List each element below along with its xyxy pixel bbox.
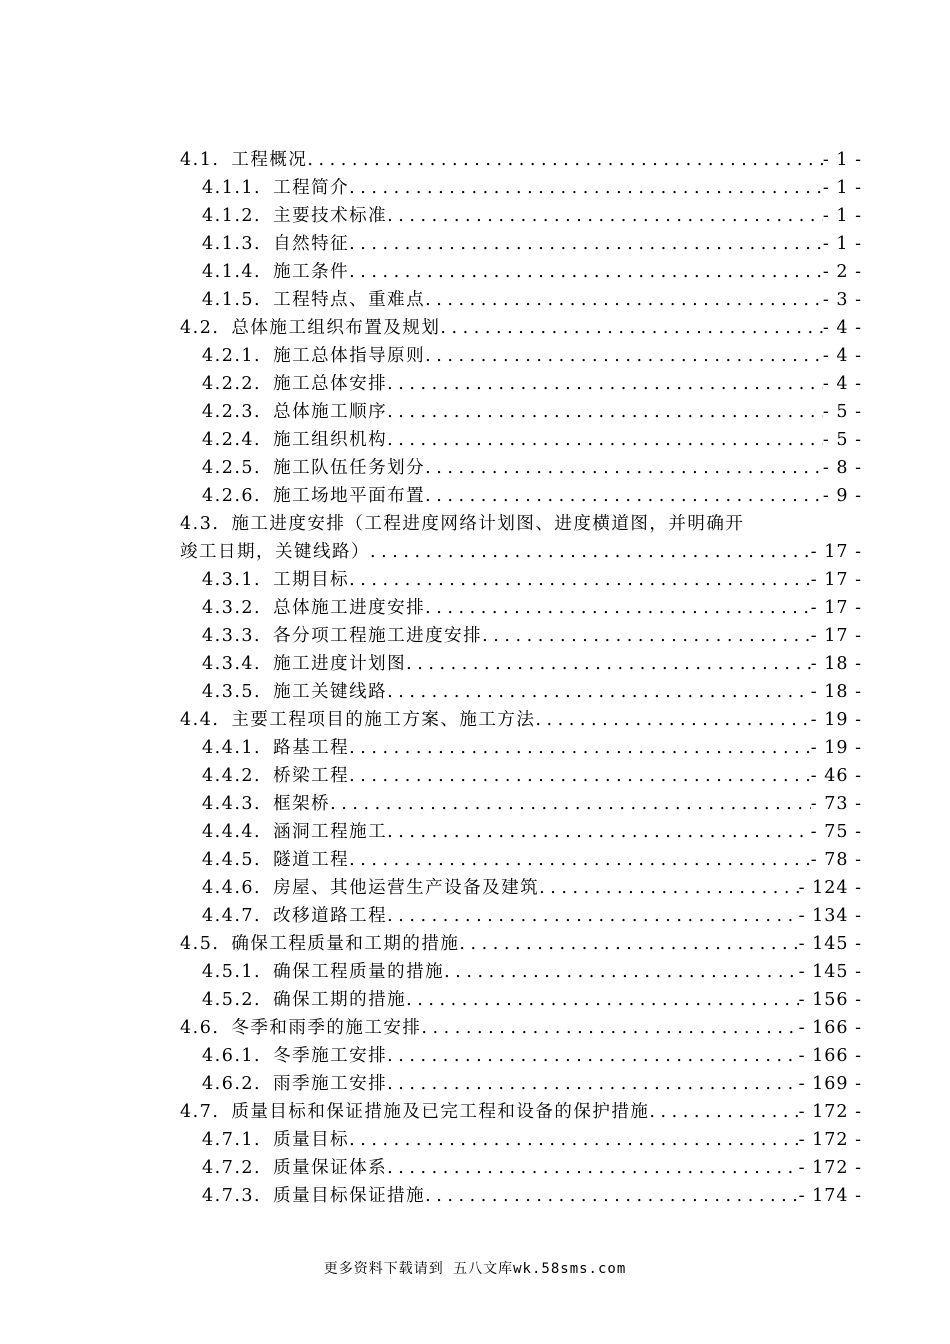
toc-entry-title: 施工队伍任务划分 [273,458,426,478]
toc-entry-title: 施工总体指导原则 [273,346,426,366]
toc-entry[interactable] [180,958,862,986]
toc-entry-number: 4.3.5. [202,682,262,702]
toc-entry[interactable] [180,874,862,902]
toc-entry-title: 涵洞工程施工 [273,822,388,842]
toc-entry-page: - 174 - [798,1186,862,1206]
toc-entry-leader [387,398,823,426]
toc-entry[interactable] [180,734,862,762]
table-of-contents [180,146,862,1210]
toc-entry-number: 4.1.1. [202,178,262,198]
toc-entry-number: 4.6.2. [202,1074,262,1094]
toc-entry-number: 4.2.4. [202,430,262,450]
toc-entry-page: - 1 - [822,150,862,170]
toc-entry[interactable] [180,762,862,790]
toc-entry-page: - 75 - [810,822,862,842]
toc-entry-leader [349,230,823,258]
toc-entry-page: - 1 - [822,178,862,198]
toc-entry-title: 主要技术标准 [273,206,388,226]
toc-entry-page: - 1 - [822,234,862,254]
toc-entry-leader [307,146,823,174]
toc-entry-page: - 4 - [822,346,862,366]
toc-entry[interactable] [180,202,862,230]
toc-entry-title: 桥梁工程 [273,766,350,786]
toc-entry-leader [387,1154,799,1182]
toc-entry-title: 质量保证体系 [273,1158,388,1178]
toc-entry-leader [387,818,811,846]
toc-entry[interactable] [180,622,862,650]
toc-entry-title: 主要工程项目的施工方案、施工方法 [231,710,536,730]
toc-entry-page: - 172 - [798,1158,862,1178]
toc-entry-title: 施工条件 [273,262,350,282]
toc-entry-leader [349,762,811,790]
toc-entry-page: - 8 - [822,458,862,478]
toc-entry[interactable] [180,314,862,342]
toc-entry-leader [539,874,799,902]
toc-entry-leader [349,174,823,202]
toc-entry-title: 各分项工程施工进度安排 [273,626,483,646]
toc-entry-title: 施工总体安排 [273,374,388,394]
toc-entry-number: 4.7. [180,1102,220,1122]
toc-entry-leader [349,1126,799,1154]
toc-entry-leader [349,566,811,594]
toc-entry-title: 改移道路工程 [273,906,388,926]
toc-entry-leader [425,454,823,482]
toc-entry-page: - 134 - [798,906,862,926]
toc-entry-title: 施工场地平面布置 [273,486,426,506]
toc-entry-number: 4.2.2. [202,374,262,394]
toc-entry[interactable] [180,426,862,454]
toc-entry-number: 4.7.2. [202,1158,262,1178]
toc-entry-number: 4.1.2. [202,206,262,226]
toc-entry[interactable] [180,1126,862,1154]
toc-entry-page: - 5 - [822,402,862,422]
toc-entry[interactable] [180,370,862,398]
toc-entry[interactable] [180,930,862,958]
toc-entry-title: 施工组织机构 [273,430,388,450]
toc-entry-number: 4.3.4. [202,654,262,674]
toc-entry-title: 总体施工顺序 [273,402,388,422]
toc-entry-leader [387,426,823,454]
toc-entry-title: 工程特点、重难点 [273,290,426,310]
toc-entry[interactable] [180,1154,862,1182]
toc-entry-title: 冬季和雨季的施工安排 [231,1018,422,1038]
toc-entry-page: - 46 - [810,766,862,786]
toc-entry-title-continued: 竣工日期，关键线路） [180,542,370,562]
toc-entry-number: 4.1. [180,150,220,170]
toc-entry-number: 4.4. [180,710,220,730]
toc-entry-page: - 3 - [822,290,862,310]
toc-entry-page: - 156 - [798,990,862,1010]
toc-entry-title: 冬季施工安排 [273,1046,388,1066]
toc-entry-leader [421,1014,798,1042]
toc-entry-number: 4.3.3. [202,626,262,646]
toc-entry-page: - 124 - [798,878,862,898]
toc-entry-number: 4.2.1. [202,346,262,366]
toc-entry[interactable] [180,1182,862,1210]
toc-entry-page: - 19 - [810,710,862,730]
toc-entry-number: 4.4.6. [202,878,262,898]
toc-entry-leader [649,1098,798,1126]
toc-entry-page: - 73 - [810,794,862,814]
toc-entry-leader [370,538,811,566]
toc-entry-number: 4.2.3. [202,402,262,422]
toc-entry-page: - 17 - [810,542,862,562]
toc-entry-leader [387,1070,799,1098]
toc-entry-leader [349,734,811,762]
toc-entry-title: 隧道工程 [273,850,350,870]
toc-entry[interactable] [180,398,862,426]
toc-entry-page: - 9 - [822,486,862,506]
toc-entry-page: - 19 - [810,738,862,758]
toc-entry-number: 4.2. [180,318,220,338]
toc-entry-title: 总体施工组织布置及规划 [231,318,441,338]
toc-entry-leader [535,706,810,734]
toc-entry-leader [425,286,823,314]
toc-entry-leader [387,1042,799,1070]
toc-entry[interactable] [180,286,862,314]
toc-entry-title: 工程简介 [273,178,350,198]
toc-entry-leader [425,342,823,370]
toc-entry-number: 4.1.5. [202,290,262,310]
toc-entry-leader [440,314,823,342]
toc-entry-leader [330,790,811,818]
toc-entry-number: 4.5.2. [202,990,262,1010]
toc-entry-page: - 145 - [798,934,862,954]
toc-entry-leader [406,986,799,1014]
toc-entry-title: 雨季施工安排 [273,1074,388,1094]
toc-entry-page: - 172 - [798,1102,862,1122]
toc-entry[interactable] [180,1014,862,1042]
toc-entry-page: - 4 - [822,318,862,338]
toc-entry[interactable] [180,146,862,174]
toc-entry-page: - 17 - [810,626,862,646]
toc-entry-title: 自然特征 [273,234,350,254]
toc-entry[interactable] [180,342,862,370]
toc-entry[interactable] [180,482,862,510]
toc-entry-leader [387,902,799,930]
toc-entry-title: 房屋、其他运营生产设备及建筑 [273,878,540,898]
toc-entry[interactable] [180,1070,862,1098]
toc-entry-title: 施工关键线路 [273,682,388,702]
toc-entry-line [180,510,862,538]
toc-entry[interactable] [180,986,862,1014]
toc-entry-leader [425,594,811,622]
toc-entry-page: - 172 - [798,1130,862,1150]
toc-entry-page: - 5 - [822,430,862,450]
toc-entry-number: 4.4.5. [202,850,262,870]
toc-entry-title: 路基工程 [273,738,350,758]
toc-entry[interactable] [180,594,862,622]
toc-entry-page: - 4 - [822,374,862,394]
toc-entry-number: 4.4.3. [202,794,262,814]
toc-entry-number: 4.3. [180,514,220,534]
toc-entry-page: - 17 - [810,570,862,590]
toc-entry-number: 4.5.1. [202,962,262,982]
toc-entry[interactable] [180,818,862,846]
toc-entry-leader [387,370,823,398]
toc-entry-title: 质量目标 [273,1130,350,1150]
toc-entry-page: - 18 - [810,682,862,702]
toc-entry[interactable] [180,1042,862,1070]
toc-entry-number: 4.4.7. [202,906,262,926]
toc-entry[interactable] [180,454,862,482]
toc-entry-title: 施工进度计划图 [273,654,407,674]
toc-entry-number: 4.1.3. [202,234,262,254]
toc-entry[interactable] [180,902,862,930]
toc-entry-leader [349,258,823,286]
toc-entry-page: - 78 - [810,850,862,870]
toc-entry-leader [387,678,811,706]
toc-entry-number: 4.7.3. [202,1186,262,1206]
toc-entry-page: - 166 - [798,1018,862,1038]
toc-entry-title: 确保工期的措施 [273,990,407,1010]
toc-entry-leader [349,846,811,874]
toc-entry-title: 确保工程质量和工期的措施 [231,934,460,954]
toc-entry-number: 4.2.5. [202,458,262,478]
toc-entry-page: - 17 - [810,598,862,618]
toc-entry-page: - 169 - [798,1074,862,1094]
toc-entry-number: 4.4.1. [202,738,262,758]
toc-entry-title: 质量目标和保证措施及已完工程和设备的保护措施 [231,1102,650,1122]
toc-entry-number: 4.7.1. [202,1130,262,1150]
toc-entry-title: 总体施工进度安排 [273,598,426,618]
toc-entry-page: - 145 - [798,962,862,982]
toc-entry-leader [387,202,823,230]
toc-entry-title: 确保工程质量的措施 [273,962,445,982]
toc-entry-title: 工程概况 [231,150,308,170]
toc-entry-number: 4.3.1. [202,570,262,590]
toc-entry-page: - 2 - [822,262,862,282]
toc-entry[interactable] [180,790,862,818]
toc-entry[interactable] [180,230,862,258]
toc-entry-number: 4.6. [180,1018,220,1038]
toc-entry-leader [406,650,811,678]
toc-entry[interactable] [180,678,862,706]
toc-entry-leader [425,482,823,510]
toc-entry-title: 质量目标保证措施 [273,1186,426,1206]
toc-entry-number: 4.5. [180,934,220,954]
toc-entry-page: - 166 - [798,1046,862,1066]
page-footer: 更多资料下载请到 五八文库wk.58sms.com [323,1261,627,1277]
toc-entry-number: 4.4.4. [202,822,262,842]
toc-entry[interactable] [180,510,862,566]
toc-entry-line [180,538,862,566]
toc-entry[interactable] [180,650,862,678]
toc-entry-leader [482,622,811,650]
toc-entry[interactable] [180,1098,862,1126]
toc-entry-leader [444,958,799,986]
toc-entry-title: 施工进度安排（工程进度网络计划图、进度横道图，并明确开 [231,514,745,534]
toc-entry-number: 4.3.2. [202,598,262,618]
toc-entry-page: - 1 - [822,206,862,226]
toc-entry[interactable] [180,258,862,286]
toc-entry-page: - 18 - [810,654,862,674]
toc-entry[interactable] [180,706,862,734]
toc-entry-number: 4.2.6. [202,486,262,506]
toc-entry-leader [459,930,798,958]
toc-entry-number: 4.6.1. [202,1046,262,1066]
toc-entry[interactable] [180,566,862,594]
toc-entry[interactable] [180,846,862,874]
toc-entry[interactable] [180,174,862,202]
toc-entry-leader [425,1182,799,1210]
toc-entry-title: 框架桥 [273,794,331,814]
toc-entry-number: 4.1.4. [202,262,262,282]
toc-entry-title: 工期目标 [273,570,350,590]
toc-entry-number: 4.4.2. [202,766,262,786]
